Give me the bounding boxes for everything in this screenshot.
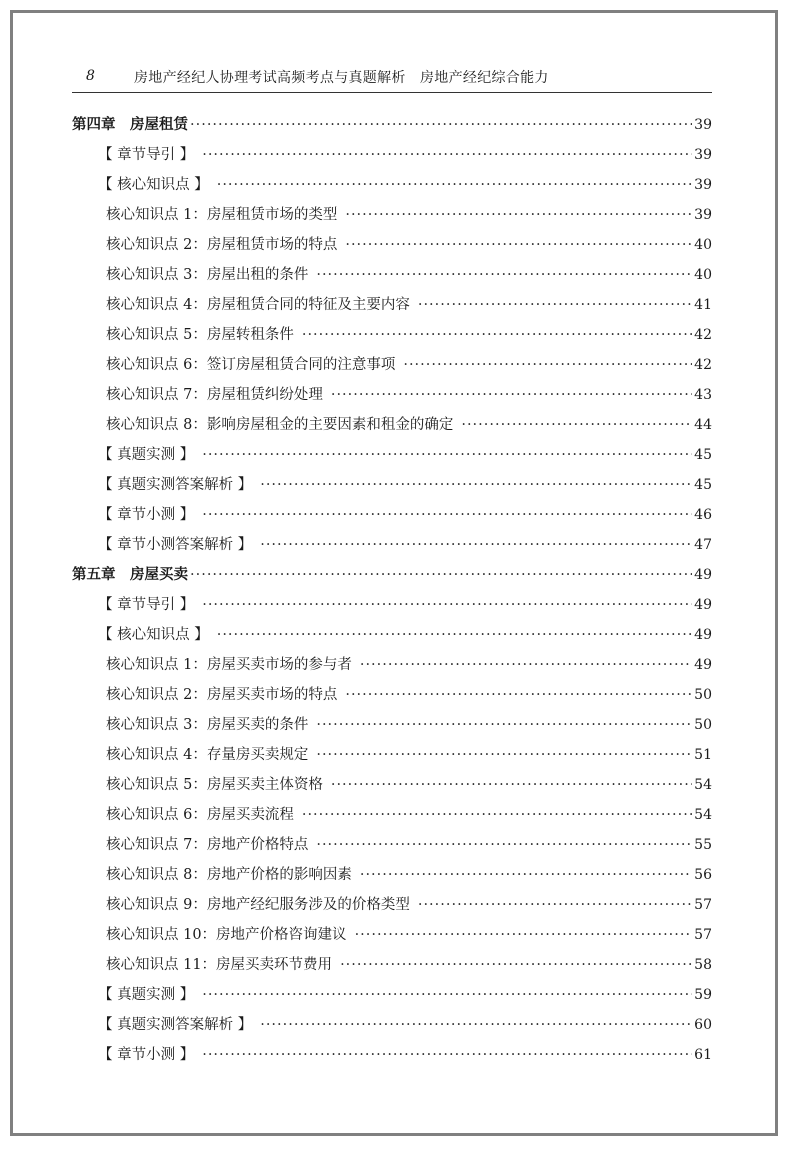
toc-entry[interactable] <box>72 620 712 650</box>
dot-leader <box>403 350 692 380</box>
toc-entry-label: 核心知识点 10：房地产价格咨询建议 <box>106 927 347 943</box>
toc-entry[interactable] <box>72 590 712 620</box>
toc-entry-page-number: 49 <box>694 597 712 613</box>
toc-entry-page-number: 43 <box>694 387 712 403</box>
toc-entry-label: 【 章节小测 】 <box>98 1047 195 1063</box>
dot-leader <box>345 230 692 260</box>
dot-leader <box>345 200 692 230</box>
toc-entry-page-number: 56 <box>694 867 712 883</box>
toc-entry-page-number: 39 <box>694 207 712 223</box>
toc-entry-page-number: 51 <box>694 747 712 763</box>
toc-entry[interactable] <box>72 410 712 440</box>
toc-entry-label: 核心知识点 1：房屋租赁市场的类型 <box>106 207 338 223</box>
toc-entry-label: 核心知识点 8：影响房屋租金的主要因素和租金的确定 <box>106 417 454 433</box>
dot-leader <box>202 440 692 470</box>
toc-entry-label: 【 章节导引 】 <box>98 597 195 613</box>
toc-entry-page-number: 57 <box>694 927 712 943</box>
dot-leader <box>202 980 692 1010</box>
dot-leader <box>260 470 692 500</box>
toc-entry-label: 核心知识点 4：房屋租赁合同的特征及主要内容 <box>106 297 410 313</box>
toc-entry[interactable] <box>72 290 712 320</box>
toc-entry-label: 核心知识点 3：房屋出租的条件 <box>106 267 309 283</box>
toc-entry-page-number: 39 <box>694 117 712 133</box>
toc-entry-page-number: 42 <box>694 357 712 373</box>
dot-leader <box>316 710 692 740</box>
toc-entry[interactable] <box>72 830 712 860</box>
toc-entry-page-number: 54 <box>694 777 712 793</box>
toc-entry[interactable] <box>72 170 712 200</box>
toc-entry-label: 【 章节小测 】 <box>98 507 195 523</box>
running-header <box>72 62 712 93</box>
toc-entry-label: 【 核心知识点 】 <box>98 627 209 643</box>
toc-entry[interactable] <box>72 950 712 980</box>
dot-leader <box>260 1010 692 1040</box>
toc-entry-page-number: 54 <box>694 807 712 823</box>
toc-entry-label: 核心知识点 4：存量房买卖规定 <box>106 747 309 763</box>
toc-chapter-entry[interactable] <box>72 110 712 140</box>
toc-entry-page-number: 50 <box>694 717 712 733</box>
dot-leader <box>217 620 692 650</box>
dot-leader <box>190 110 692 140</box>
dot-leader <box>461 410 692 440</box>
toc-entry-label: 核心知识点 1：房屋买卖市场的参与者 <box>106 657 352 673</box>
toc-entry-page-number: 49 <box>694 567 712 583</box>
toc-entry-page-number: 44 <box>694 417 712 433</box>
toc-entry[interactable] <box>72 890 712 920</box>
toc-entry-label: 第四章 房屋租赁 <box>72 116 188 133</box>
toc-entry-label: 【 章节小测答案解析 】 <box>98 537 253 553</box>
toc-entry-label: 核心知识点 6：签订房屋租赁合同的注意事项 <box>106 357 396 373</box>
toc-entry-page-number: 46 <box>694 507 712 523</box>
toc-entry-label: 核心知识点 6：房屋买卖流程 <box>106 807 294 823</box>
dot-leader <box>202 1040 692 1070</box>
toc-entry[interactable] <box>72 710 712 740</box>
dot-leader <box>331 380 692 410</box>
toc-entry-label: 第五章 房屋买卖 <box>72 566 188 583</box>
toc-entry-page-number: 61 <box>694 1047 712 1063</box>
dot-leader <box>302 320 692 350</box>
toc-entry-label: 核心知识点 2：房屋租赁市场的特点 <box>106 237 338 253</box>
toc-entry-label: 【 真题实测 】 <box>98 447 195 463</box>
toc-entry-page-number: 49 <box>694 627 712 643</box>
toc-entry[interactable] <box>72 350 712 380</box>
toc-chapter-entry[interactable] <box>72 560 712 590</box>
toc-entry-page-number: 59 <box>694 987 712 1003</box>
toc-entry-page-number: 49 <box>694 657 712 673</box>
toc-entry-label: 【 真题实测答案解析 】 <box>98 477 253 493</box>
toc-entry[interactable] <box>72 980 712 1010</box>
page-number: 8 <box>86 68 95 84</box>
running-header-title: 房地产经纪人协理考试高频考点与真题解析 房地产经纪综合能力 <box>134 70 549 86</box>
toc-entry-page-number: 58 <box>694 957 712 973</box>
toc-entry-page-number: 39 <box>694 147 712 163</box>
toc-entry-page-number: 57 <box>694 897 712 913</box>
table-of-contents <box>72 110 712 1070</box>
dot-leader <box>316 260 692 290</box>
toc-entry-label: 【 真题实测 】 <box>98 987 195 1003</box>
toc-entry-label: 【 真题实测答案解析 】 <box>98 1017 253 1033</box>
toc-entry[interactable] <box>72 200 712 230</box>
toc-entry-page-number: 42 <box>694 327 712 343</box>
toc-entry[interactable] <box>72 770 712 800</box>
toc-entry-page-number: 45 <box>694 447 712 463</box>
toc-entry[interactable] <box>72 1040 712 1070</box>
toc-entry-page-number: 47 <box>694 537 712 553</box>
toc-entry[interactable] <box>72 800 712 830</box>
toc-entry-label: 核心知识点 8：房地产价格的影响因素 <box>106 867 352 883</box>
toc-entry-page-number: 55 <box>694 837 712 853</box>
dot-leader <box>360 860 692 890</box>
toc-entry[interactable] <box>72 530 712 560</box>
dot-leader <box>418 290 692 320</box>
dot-leader <box>202 500 692 530</box>
toc-entry-label: 核心知识点 7：房地产价格特点 <box>106 837 309 853</box>
toc-entry[interactable] <box>72 320 712 350</box>
dot-leader <box>190 560 692 590</box>
toc-entry[interactable] <box>72 650 712 680</box>
toc-entry-page-number: 50 <box>694 687 712 703</box>
toc-entry-page-number: 40 <box>694 267 712 283</box>
toc-entry[interactable] <box>72 260 712 290</box>
dot-leader <box>340 950 692 980</box>
toc-entry-label: 核心知识点 2：房屋买卖市场的特点 <box>106 687 338 703</box>
toc-entry-label: 核心知识点 5：房屋转租条件 <box>106 327 294 343</box>
toc-entry[interactable] <box>72 440 712 470</box>
toc-entry[interactable] <box>72 500 712 530</box>
toc-entry[interactable] <box>72 140 712 170</box>
toc-entry[interactable] <box>72 740 712 770</box>
toc-entry[interactable] <box>72 1010 712 1040</box>
toc-entry-page-number: 45 <box>694 477 712 493</box>
toc-entry-label: 核心知识点 5：房屋买卖主体资格 <box>106 777 323 793</box>
dot-leader <box>316 740 692 770</box>
dot-leader <box>260 530 692 560</box>
toc-entry-label: 核心知识点 3：房屋买卖的条件 <box>106 717 309 733</box>
dot-leader <box>202 590 692 620</box>
toc-entry[interactable] <box>72 470 712 500</box>
toc-entry-page-number: 60 <box>694 1017 712 1033</box>
toc-entry-page-number: 41 <box>694 297 712 313</box>
dot-leader <box>202 140 692 170</box>
dot-leader <box>418 890 692 920</box>
dot-leader <box>355 920 692 950</box>
toc-entry[interactable] <box>72 230 712 260</box>
toc-entry-label: 核心知识点 11：房屋买卖环节费用 <box>106 957 333 973</box>
dot-leader <box>217 170 692 200</box>
toc-entry-page-number: 39 <box>694 177 712 193</box>
toc-entry[interactable] <box>72 860 712 890</box>
toc-entry[interactable] <box>72 680 712 710</box>
toc-entry-page-number: 40 <box>694 237 712 253</box>
toc-entry-label: 核心知识点 9：房地产经纪服务涉及的价格类型 <box>106 897 410 913</box>
dot-leader <box>360 650 692 680</box>
toc-entry-label: 核心知识点 7：房屋租赁纠纷处理 <box>106 387 323 403</box>
dot-leader <box>331 770 692 800</box>
dot-leader <box>302 800 692 830</box>
toc-entry[interactable] <box>72 920 712 950</box>
toc-entry-label: 【 核心知识点 】 <box>98 177 209 193</box>
dot-leader <box>316 830 692 860</box>
dot-leader <box>345 680 692 710</box>
toc-entry-label: 【 章节导引 】 <box>98 147 195 163</box>
toc-entry[interactable] <box>72 380 712 410</box>
